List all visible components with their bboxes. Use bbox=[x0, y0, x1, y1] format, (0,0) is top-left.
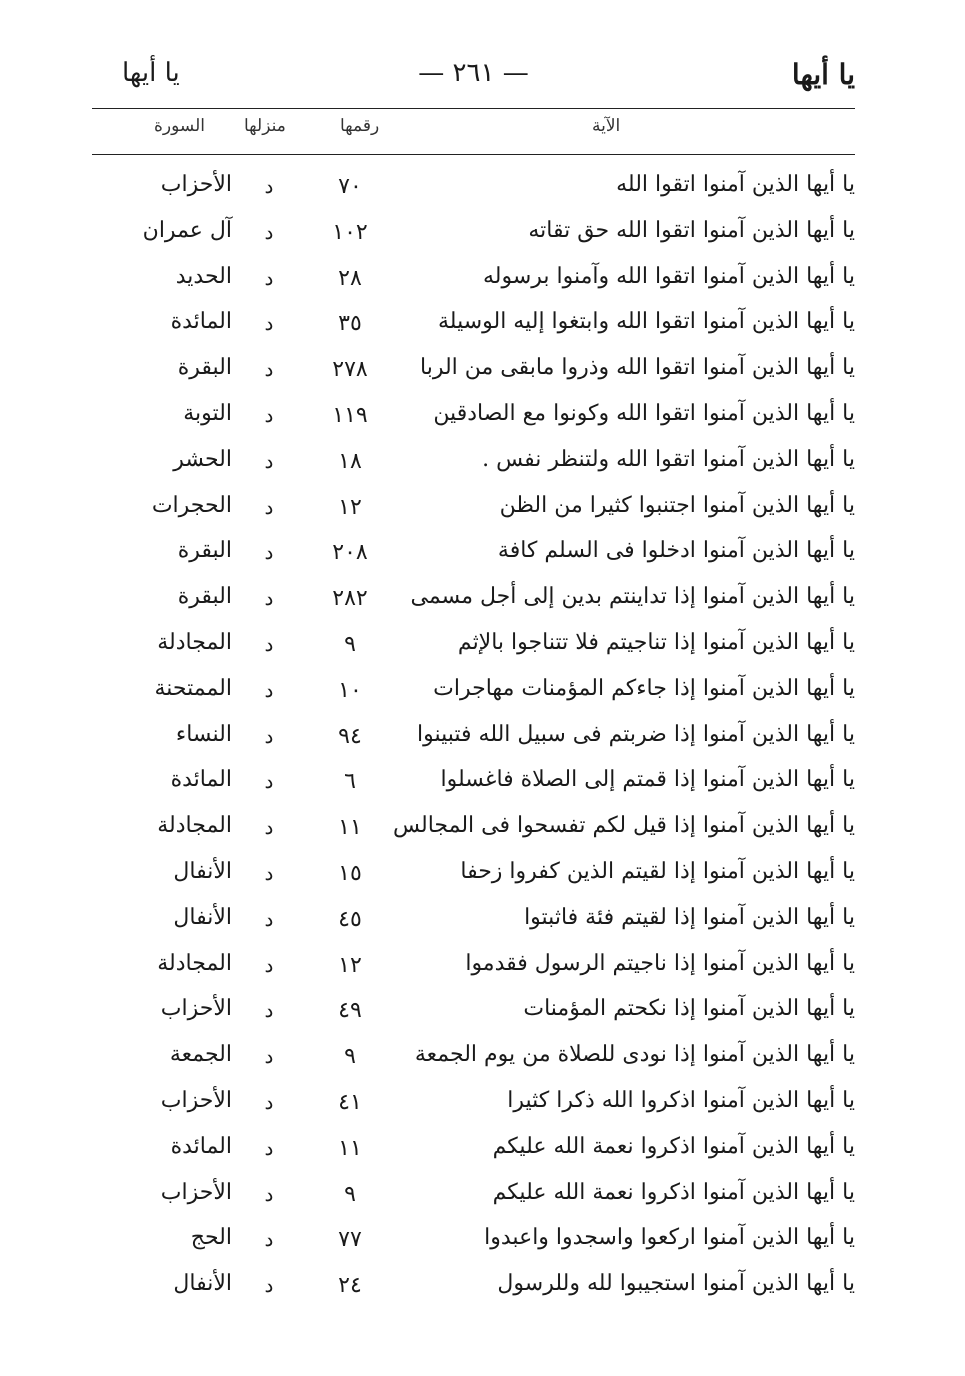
columns-divider bbox=[92, 154, 855, 155]
surah-name: التوبة bbox=[183, 400, 232, 426]
revelation-place: د bbox=[264, 815, 274, 840]
verse-number: ٤٥ bbox=[338, 906, 362, 932]
surah-name: البقرة bbox=[177, 355, 232, 381]
revelation-place: د bbox=[264, 769, 274, 794]
surah-name: الأحزاب bbox=[160, 996, 232, 1022]
verse-number: ١٥ bbox=[338, 860, 362, 886]
table-row bbox=[92, 166, 855, 212]
table-row bbox=[92, 441, 855, 487]
column-header-number: رقمها bbox=[340, 116, 380, 136]
table-row bbox=[92, 1265, 855, 1311]
revelation-place: د bbox=[264, 677, 274, 702]
revelation-place: د bbox=[264, 311, 274, 336]
surah-name: الجمعة bbox=[169, 1042, 232, 1068]
verse-text: يا أيها الذين آمنوا إذا تناجيتم فلا تتناجوا بالإثم bbox=[457, 629, 855, 655]
verse-number: ٩ bbox=[344, 1044, 356, 1070]
verse-number: ١٢ bbox=[338, 494, 362, 520]
verse-text: يا أيها الذين آمنوا إذا جاءكم المؤمنات مهاجرات bbox=[433, 675, 855, 701]
surah-name: البقرة bbox=[177, 584, 232, 610]
column-headers bbox=[92, 116, 855, 148]
verse-text: يا أيها الذين آمنوا إذا لقيتم فئة فاثبتوا bbox=[524, 904, 855, 930]
verse-number: ٢٤ bbox=[338, 1273, 362, 1299]
verse-number: ٢٨٢ bbox=[332, 586, 368, 612]
revelation-place: د bbox=[264, 1227, 274, 1252]
revelation-place: د bbox=[264, 1089, 274, 1114]
surah-name: النساء bbox=[175, 721, 232, 747]
verse-text: يا أيها الذين آمنوا إذا قيل لكم تفسحوا فى المجالس bbox=[392, 813, 855, 839]
surah-name: الأنفال bbox=[173, 904, 232, 930]
running-head-right: يا أيها bbox=[791, 58, 855, 91]
verse-text: يا أيها الذين آمنوا اتقوا الله حق تقاته bbox=[528, 217, 855, 243]
table-row bbox=[92, 716, 855, 762]
table-row bbox=[92, 945, 855, 991]
table-row bbox=[92, 1082, 855, 1128]
column-header-place: منزلها bbox=[244, 116, 286, 136]
verse-number: ٤٩ bbox=[338, 998, 362, 1024]
verse-text: يا أيها الذين آمنوا إذا ناجيتم الرسول فقدموا bbox=[465, 950, 855, 976]
revelation-place: د bbox=[264, 998, 274, 1023]
table-row bbox=[92, 899, 855, 945]
verse-number: ١٠ bbox=[338, 677, 362, 703]
table-row bbox=[92, 1219, 855, 1265]
revelation-place: د bbox=[264, 265, 274, 290]
surah-name: آل عمران bbox=[142, 217, 232, 243]
verse-number: ٢٧٨ bbox=[332, 357, 368, 383]
table-row bbox=[92, 1174, 855, 1220]
verse-number: ٧٧ bbox=[338, 1227, 362, 1253]
verse-text: يا أيها الذين آمنوا اتقوا الله وابتغوا إليه الوسيلة bbox=[437, 309, 855, 335]
table-row bbox=[92, 212, 855, 258]
surah-name: المجادلة bbox=[157, 629, 232, 655]
verse-text: يا أيها الذين آمنوا إذا لقيتم الذين كفروا زحفا bbox=[460, 858, 855, 884]
index-table bbox=[92, 166, 855, 1311]
verse-number: ٧٠ bbox=[338, 174, 362, 199]
revelation-place: د bbox=[264, 906, 274, 931]
revelation-place: د bbox=[264, 357, 274, 382]
table-row bbox=[92, 1036, 855, 1082]
verse-text: يا أيها الذين آمنوا اركعوا واسجدوا واعبدوا bbox=[484, 1225, 855, 1251]
table-row bbox=[92, 1128, 855, 1174]
revelation-place: د bbox=[264, 402, 274, 427]
table-row bbox=[92, 670, 855, 716]
verse-number: ١٢ bbox=[338, 952, 362, 978]
verse-number: ٩ bbox=[344, 631, 356, 657]
verse-text: يا أيها الذين آمنوا إذا تداينتم بدين إلى أجل مسمى bbox=[410, 584, 855, 610]
table-row bbox=[92, 395, 855, 441]
running-head-left: يا أيها bbox=[122, 58, 180, 88]
column-header-surah: السورة bbox=[154, 116, 205, 136]
table-row bbox=[92, 578, 855, 624]
header-divider bbox=[92, 108, 855, 109]
verse-text: يا أيها الذين آمنوا استجيبوا لله وللرسول bbox=[497, 1271, 855, 1297]
surah-name: الأحزاب bbox=[160, 1179, 232, 1205]
surah-name: البقرة bbox=[177, 538, 232, 564]
revelation-place: د bbox=[264, 631, 274, 656]
verse-text: يا أيها الذين آمنوا اتقوا الله ولتنظر نفس . bbox=[482, 446, 855, 472]
verse-number: ٩ bbox=[344, 1181, 356, 1207]
verse-text: يا أيها الذين آمنوا اذكروا الله ذكرا كثيرا bbox=[507, 1087, 855, 1113]
verse-number: ٤١ bbox=[338, 1089, 362, 1115]
surah-name: الأحزاب bbox=[160, 172, 232, 197]
revelation-place: د bbox=[264, 448, 274, 473]
revelation-place: د bbox=[264, 174, 274, 198]
verse-number: ٢٠٨ bbox=[332, 540, 368, 566]
revelation-place: د bbox=[264, 723, 274, 748]
table-row bbox=[92, 853, 855, 899]
surah-name: الممتحنة bbox=[154, 675, 232, 701]
surah-name: المائدة bbox=[170, 1133, 232, 1159]
revelation-place: د bbox=[264, 540, 274, 565]
revelation-place: د bbox=[264, 1044, 274, 1069]
verse-number: ١١٩ bbox=[332, 402, 368, 428]
verse-number: ٩٤ bbox=[338, 723, 362, 749]
table-row bbox=[92, 303, 855, 349]
surah-name: الأحزاب bbox=[160, 1087, 232, 1113]
table-row bbox=[92, 532, 855, 578]
table-row bbox=[92, 624, 855, 670]
verse-text: يا أيها الذين آمنوا ادخلوا فى السلم كافة bbox=[497, 538, 855, 564]
verse-text: يا أيها الذين آمنوا اذكروا نعمة الله عليكم bbox=[492, 1179, 855, 1205]
verse-number: ٣٥ bbox=[338, 311, 362, 337]
page-header bbox=[92, 52, 855, 100]
verse-text: يا أيها الذين آمنوا اتقوا الله وكونوا مع الصادقين bbox=[433, 400, 855, 426]
surah-name: المائدة bbox=[170, 767, 232, 793]
revelation-place: د bbox=[264, 219, 274, 244]
surah-name: المجادلة bbox=[157, 950, 232, 976]
verse-number: ٢٨ bbox=[338, 265, 362, 291]
verse-text: يا أيها الذين آمنوا اجتنبوا كثيرا من الظن bbox=[499, 492, 855, 518]
page-number: — ٢٦١ — bbox=[418, 58, 529, 88]
verse-text: يا أيها الذين آمنوا اتقوا الله وآمنوا برسوله bbox=[482, 263, 855, 289]
verse-text: يا أيها الذين آمنوا إذا ضربتم فى سبيل الله فتبينوا bbox=[416, 721, 855, 747]
verse-number: ١٠٢ bbox=[332, 219, 368, 245]
column-header-verse: الآية bbox=[592, 116, 621, 136]
surah-name: الأنفال bbox=[173, 1271, 232, 1297]
surah-name: الحجرات bbox=[151, 492, 232, 518]
surah-name: المائدة bbox=[170, 309, 232, 335]
verse-number: ١٨ bbox=[338, 448, 362, 474]
surah-name: المجادلة bbox=[157, 813, 232, 839]
verse-text: يا أيها الذين آمنوا اذكروا نعمة الله عليكم bbox=[492, 1133, 855, 1159]
table-row bbox=[92, 761, 855, 807]
table-row bbox=[92, 349, 855, 395]
verse-text: يا أيها الذين آمنوا إذا نودى للصلاة من يوم الجمعة bbox=[414, 1042, 855, 1068]
verse-number: ١١ bbox=[338, 1135, 362, 1161]
revelation-place: د bbox=[264, 1181, 274, 1206]
table-row bbox=[92, 487, 855, 533]
revelation-place: د bbox=[264, 1135, 274, 1160]
revelation-place: د bbox=[264, 494, 274, 519]
surah-name: الأنفال bbox=[173, 858, 232, 884]
surah-name: الحشر bbox=[173, 446, 232, 472]
table-row bbox=[92, 807, 855, 853]
verse-number: ٦ bbox=[344, 769, 356, 795]
verse-text: يا أيها الذين آمنوا اتقوا الله وذروا مابقى من الربا bbox=[420, 355, 855, 381]
revelation-place: د bbox=[264, 586, 274, 611]
verse-text: يا أيها الذين آمنوا إذا نكحتم المؤمنات bbox=[523, 996, 855, 1022]
surah-name: الحج bbox=[190, 1225, 232, 1251]
revelation-place: د bbox=[264, 952, 274, 977]
surah-name: الحديد bbox=[175, 263, 232, 289]
verse-text: يا أيها الذين آمنوا اتقوا الله bbox=[616, 172, 855, 197]
table-row bbox=[92, 990, 855, 1036]
verse-text: يا أيها الذين آمنوا إذا قمتم إلى الصلاة فاغسلوا bbox=[440, 767, 855, 793]
revelation-place: د bbox=[264, 1273, 274, 1298]
revelation-place: د bbox=[264, 860, 274, 885]
table-row bbox=[92, 258, 855, 304]
verse-number: ١١ bbox=[338, 815, 362, 841]
